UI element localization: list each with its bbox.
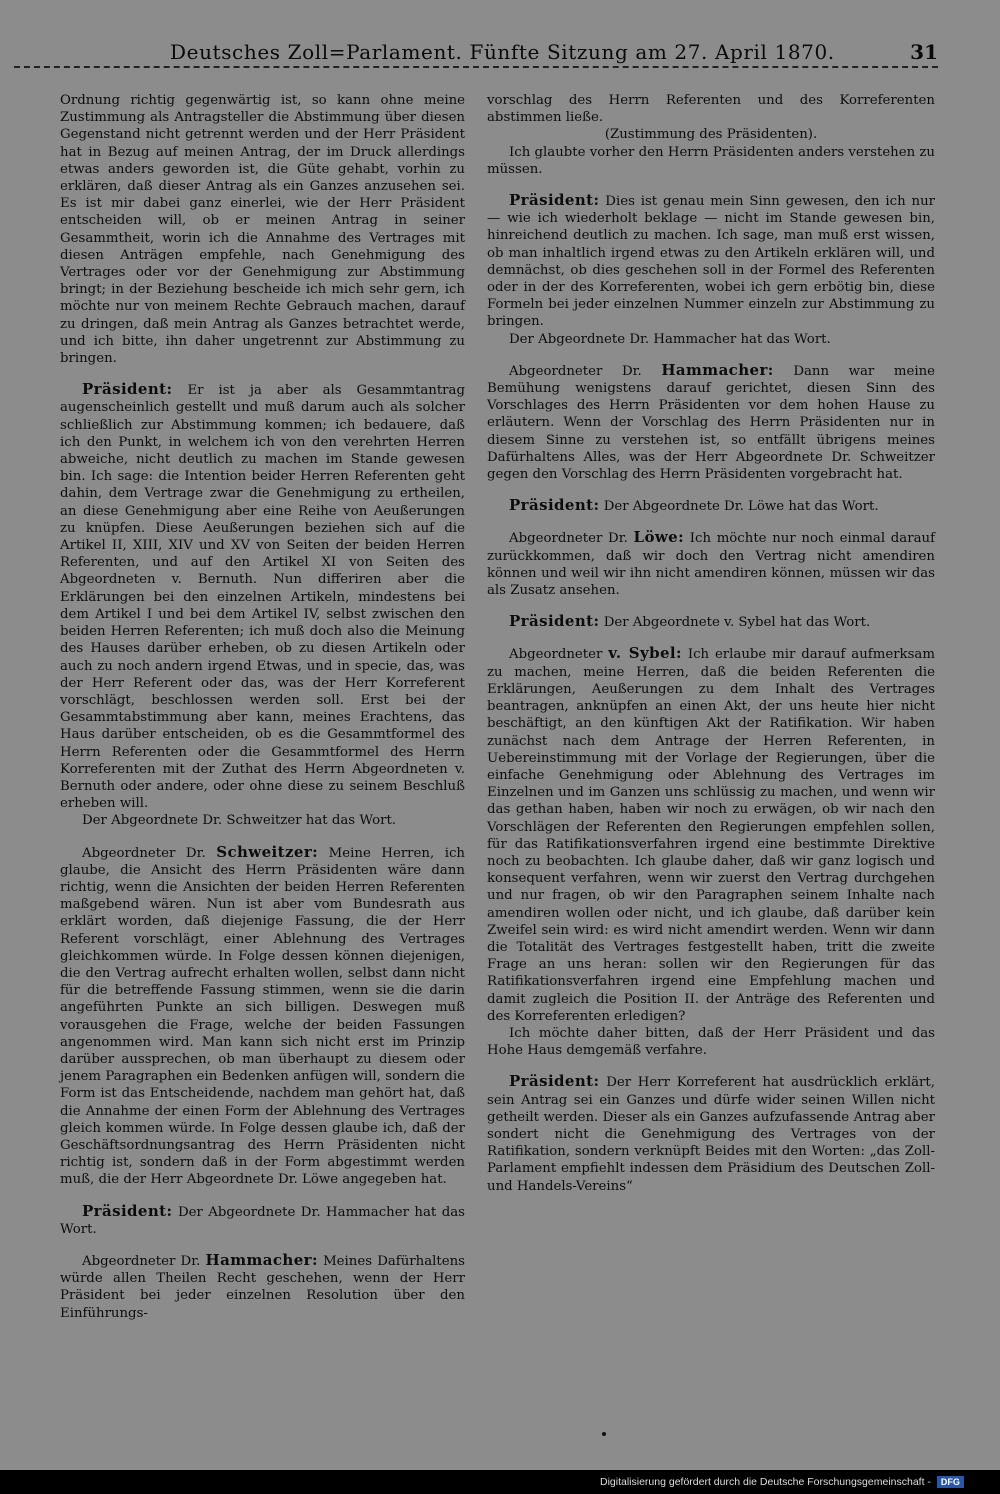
paragraph-text: Ich möchte daher bitten, daß der Herr Präsident und das Hohe Haus demgemäß verfahre. [487,1025,935,1059]
paragraph [487,1025,935,1059]
speaker-name: Hammacher: [661,360,774,379]
page-number: 31 [910,40,938,64]
page-mark [602,1432,606,1436]
speaker-prefix: Abgeordneter Dr. [82,845,217,861]
paragraph-text: Ich glaubte vorher den Herrn Präsidenten anders verstehen zu müssen. [487,144,935,177]
paragraph-text: Der Herr Korreferent hat ausdrücklich erklärt, sein Antrag sei ein Ganzes und dürfe wider seinen Willen nicht getheilt werden. Dieser als ein Ganzes aufzufassende Antrag aber sondert nicht die Genehmigung des Vertrages von der Ratifikation, sondern verknüpft Beides mit den Worten: „das Zoll-Parlament empfiehlt indessen dem Präsidium des Deutschen Zoll- und Handels-Vereins“ [487,1075,935,1194]
speaker-name: Präsident: [82,380,173,399]
paragraph-text: Der Abgeordnete Dr. Hammacher hat das Wort. [60,1204,465,1237]
speaker-name: Präsident: [509,1072,600,1091]
paragraph [487,362,935,483]
speaker-prefix: Abgeordneter Dr. [509,531,634,547]
paragraph [487,645,935,1024]
paragraph [487,613,935,631]
paragraph [60,812,465,829]
speaker-name: v. Sybel: [608,644,682,663]
header-rule [14,66,938,68]
paragraph-text: Ich möchte nur noch einmal darauf zurückkommen, daß wir doch den Vertrag nicht amendiren können und weil wir ihn nicht amendiren können, müssen wir das als Zusatz ansehen. [487,531,935,599]
page-header [60,38,938,66]
paragraph-text: Der Abgeordnete Dr. Löwe hat das Wort. [603,499,879,515]
paragraph [487,497,935,515]
paragraph-text: Er ist ja aber als Gesammtantrag augenscheinlich gestellt und muß darum auch als solcher schließlich zur Abstimmung kommen; ich bedauere, daß ich den Punkt, in welchem ich von den verehrten Herren abweiche, nicht deutlich zu machen im Stande gewesen bin. Ich sage: die Intention beider Herren Referenten geht dahin, dem Vertrage zwar die Genehmigung zu ertheilen, an diese Genehmigung aber eine Reihe von Aeußerungen zu knüpfen. Diese Aeußerungen beziehen sich auf die Artikel II, XIII, XIV und XV von Seiten der beiden Herren Referenten, und auf den Artikel XI von Seiten des Abgeordneten v. Bernuth. Nun differiren aber die Erklärungen bei den einzelnen Artikeln, mindestens bei dem Artikel I und bei dem Artikel IV, selbst zwischen den beiden Herren Referenten; ich muß doch also die Meinung des Hauses darüber erheben, ob zu diesen Artikeln oder auch zu noch andern irgend Etwas, und in specie, das, was der Herr Referent oder das, was der Herr Korreferent vorschlägt, beschlossen werden soll. Erst bei der Gesammtabstimmung aber kann, meines Erachtens, das Haus darüber entscheiden, ob es die Gesammtformel des Herrn Referenten oder die Gesammtformel des Herrn Korreferenten mit der Zuthat des Herrn Abgeordneten v. Bernuth oder andere, oder ohne diese zu seinem Beschluß erheben will. [60,383,465,812]
paragraph [487,192,935,331]
paragraph [487,529,935,599]
footer-credit [600,1474,970,1490]
speaker-name: Präsident: [509,612,600,631]
speaker-name: Hammacher: [205,1251,318,1269]
speaker-name: Präsident: [509,191,600,210]
paragraph-text: Der Abgeordnete v. Sybel hat das Wort. [603,615,871,631]
paragraph [487,144,935,178]
paragraph [487,1073,935,1194]
paragraph [487,92,935,126]
speaker-name: Präsident: [509,496,600,515]
paragraph-text: Dies ist genau mein Sinn gewesen, den ich nur — wie ich wiederholt beklage — nicht im Stande gewesen bin, hinreichend deutlich zu machen. Ich sage, man muß erst wissen, ob man inhaltlich irgend etwas zu den Artikeln erklären will, und demnächst, ob dies geschehen soll in der Formel des Referenten oder in der des Korreferenten, wobei ich gern erbötig bin, diese Formeln bei jeder einzelnen Nummer einzeln zur Abstimmung zu bringen. [487,194,935,330]
paragraph [60,1203,465,1238]
paragraph [60,844,465,1189]
paragraph-text: vorschlag des Herrn Referenten und des Korreferenten abstimmen ließe. [487,93,935,126]
speaker-prefix: Abgeordneter [509,647,609,663]
speaker-prefix: Abgeordneter Dr. [82,1254,206,1269]
paragraph-text: Meine Herren, ich glaube, die Ansicht des Herrn Präsidenten wäre dann richtig, wenn die Ansichten der beiden Herren Referenten maßgebend wären. Nun ist aber vom Bundesrath aus erklärt worden, daß diejenige Fassung, die der Herr Referent vorschlägt, einer Ablehnung des Vertrages gleichkommen würde. In Folge dessen können diejenigen, die den Vertrag aufrecht erhalten wollen, selbst dann nicht für die betreffende Fassung stimmen, wenn sie die darin angeführten Punkte an sich billigen. Deswegen muß vorausgehen die Frage, welche der beiden Fassungen angenommen wird. Man kann sich nicht erst im Prinzip darüber aussprechen, ob man überhaupt zu diesem oder jenem Paragraphen ein Bedenken anfügen will, sondern die Form ist das Entscheidende, nachdem man gehört hat, daß die Annahme der einen Form der Ablehnung des Vertrages gleich kommen würde. In Folge dessen glaube ich, daß der Geschäftsordnungsantrag des Herrn Präsidenten nicht richtig ist, sondern daß in der Form abgestimmt werden muß, die der Herr Abgeordnete Dr. Löwe angegeben hat. [60,845,465,1188]
paragraph [487,126,935,143]
paragraph-text: Dann war meine Bemühung wenigstens darauf gerichtet, diesen Sinn des Vorschlages des Herrn Präsidenten vor dem hohen Hause zu erläutern. Wenn der Vorschlag des Herrn Präsidenten nur in diesem Sinne zu verstehen ist, so entfällt übrigens meines Dafürhaltens Alles, was der Herr Abgeordnete Dr. Schweitzer gegen den Vorschlag des Herrn Präsidenten vorgebracht hat. [487,363,936,483]
paragraph-text: Meines Dafürhaltens würde allen Theilen Recht geschehen, wenn der Herr Präsident bei jeder einzelnen Resolution über den Einführungs- [60,1254,465,1321]
paragraph [60,1252,465,1322]
right-column [487,92,935,1195]
paragraph-text: Der Abgeordnete Dr. Hammacher hat das Wort. [509,331,831,347]
speaker-name: Präsident: [82,1201,173,1220]
left-column [60,92,465,1322]
paragraph [60,381,465,812]
paragraph [60,92,465,367]
paragraph-text: Ich erlaube mir darauf aufmerksam zu machen, meine Herren, daß die beiden Referenten die Erklärungen, Aeußerungen zu dem Inhalt des Vertrages beantragen, anknüpfen an einen Akt, der uns heute hier nicht beschäftigt, an den künftigen Akt der Ratifikation. Wir haben zunächst nach dem Antrage der Herren Referenten, in Uebereinstimmung mit der Vorlage der Regierungen, über die einfache Genehmigung oder Ablehnung des Vertrages im Einzelnen und im Ganzen uns schlüssig zu machen, und wenn wir das gethan haben, haben wir noch zu erwägen, ob wir nach den Vorschlägen der Referenten den Regierungen empfehlen sollen, für das Ratifikationsverfahren irgend eine bestimmte Direktive noch zu beobachten. Ich glaube daher, daß wir ganz logisch und konsequent verfahren, wenn wir zuerst den Vertrag durchgehen und nur fragen, ob wir den Paragraphen seinem Inhalte nach amendiren wollen oder nicht, und ich glaube, daß darüber kein Zweifel sein wird: es wird nicht amendirt werden. Wenn wir dann die Totalität des Vertrages festgestellt haben, tritt die zweite Frage an uns heran: sollen wir den Regierungen für das Ratifikationsverfahren irgend eine Empfehlung machen und damit zugleich die Position II. der Anträge des Referenten und des Korreferenten erledigen? [487,647,935,1024]
paragraph-text: Ordnung richtig gegenwärtig ist, so kann ohne meine Zustimmung als Antragsteller die Abstimmung über diesen Gegenstand nicht getrennt werden und der Herr Präsident hat in Bezug auf meinen Antrag, der im Druck allerdings etwas anders geworden ist, die Güte gehabt, vorhin zu erklären, daß dieser Antrag als ein Ganzes anzusehen sei. Es ist mir dabei ganz einerlei, wie der Herr Präsident entscheiden will, ob er meinen Antrag in seiner Gesammtheit, worin ich die Annahme des Vertrages mit diesen Anträgen empfehle, nach Genehmigung des Vertrages oder vor der Genehmigung zur Abstimmung bringt; in der Beziehung bescheide ich mich sehr gern, ich möchte nur von meinem Rechte Gebrauch machen, darauf zu dringen, daß mein Antrag als Ganzes betrachtet werde, und ich bitte, ihn daher ungetrennt zur Abstimmung zu bringen. [60,93,465,367]
paragraph-text: (Zustimmung des Präsidenten). [604,127,818,143]
footer-text: Digitalisierung gefördert durch die Deutsche Forschungsgemeinschaft - [600,1476,931,1488]
running-title: Deutsches Zoll=Parlament. Fünfte Sitzung am 27. April 1870. [170,40,835,64]
paragraph [487,331,935,348]
dfg-logo: DFG [937,1476,964,1488]
speaker-prefix: Abgeordneter Dr. [509,363,662,379]
speaker-name: Löwe: [633,528,685,547]
speaker-name: Schweitzer: [216,842,319,861]
paragraph-text: Der Abgeordnete Dr. Schweitzer hat das Wort. [82,813,397,829]
